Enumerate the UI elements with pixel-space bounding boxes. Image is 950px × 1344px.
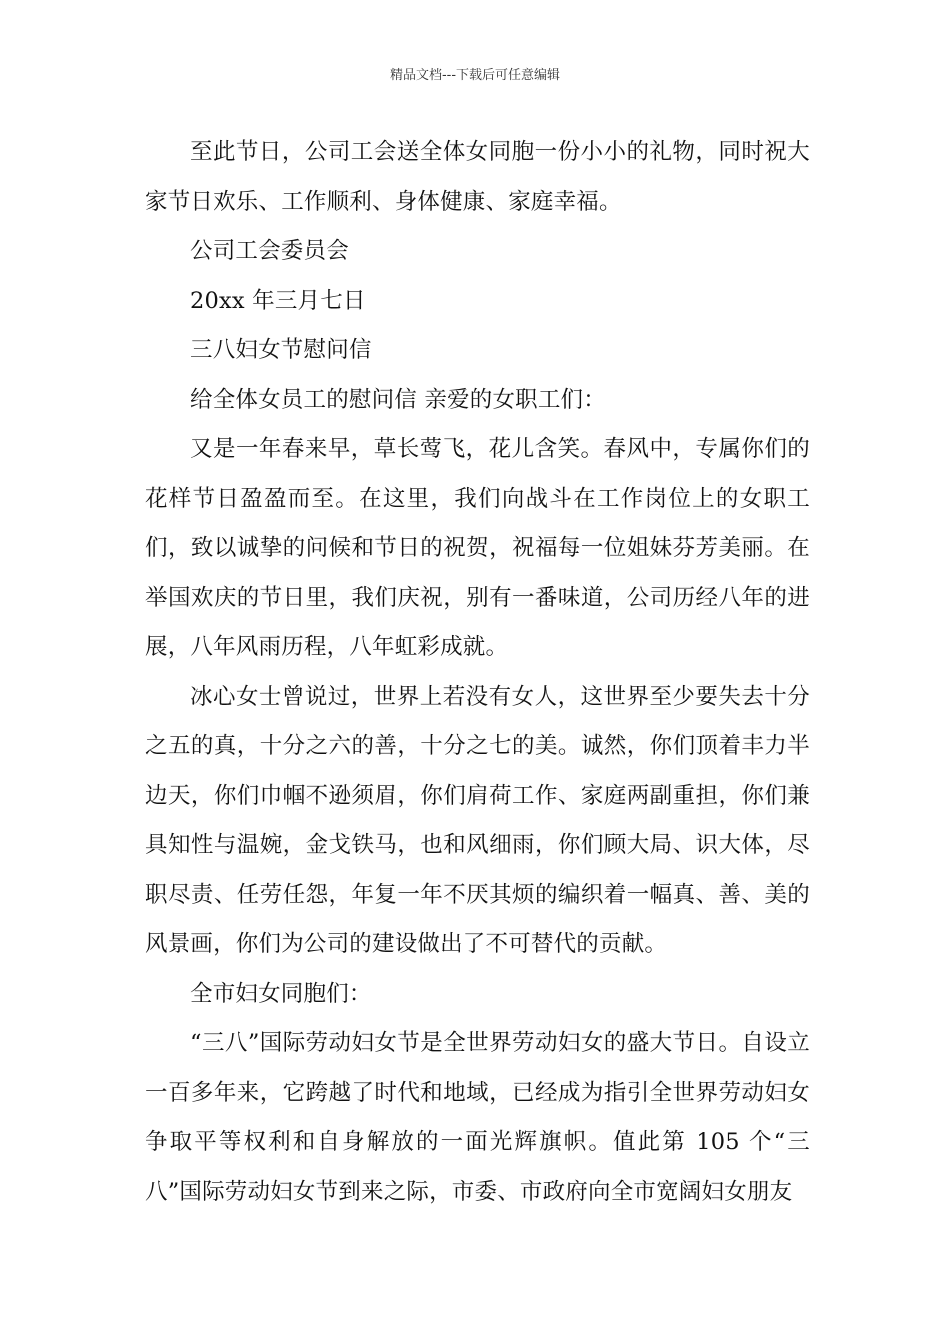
letter-title: 三八妇女节慰问信 bbox=[190, 337, 372, 363]
document-body bbox=[145, 128, 810, 1217]
signature-date: 20xx 年三月七日 bbox=[190, 287, 366, 314]
second-salutation: 全市妇女同胞们： bbox=[190, 980, 372, 1007]
paragraph-spring: 又是一年春来早，草长莺飞，花儿含笑。春风中，专属你们的花样节日盈盈而至。在这里，我们向战斗在工作岗位上的女职工们，致以诚挚的问候和节日的祝贺，祝福每一位姐妹芬芳美丽。在举国欢庆的节日里，我们庆祝，别有一番味道，公司历经八年的进展，八年风雨历程，八年虹彩成就。 bbox=[145, 436, 810, 660]
paragraph-bingxin: 冰心女士曾说过，世界上若没有女人，这世界至少要失去十分之五的真，十分之六的善，十分之七的美。诚然，你们顶着丰力半边天，你们巾帼不逊须眉，你们肩荷工作、家庭两副重担，你们兼具知性与温婉，金戈铁马，也和风细雨，你们顾大局、识大体，尽职尽责、任劳任怨，年复一年不厌其烦的编织着一幅真、善、美的风景画，你们为公司的建设做出了不可替代的贡献。 bbox=[145, 683, 810, 957]
paragraph-womens-day: “三八”国际劳动妇女节是全世界劳动妇女的盛大节日。自设立一百多年来，它跨越了时代和地域，已经成为指引全世界劳动妇女争取平等权利和自身解放的一面光辉旗帜。值此第 105 个“三八”国际劳动妇女节到来之际，市委、市政府向全市宽阔妇女朋友 bbox=[145, 1030, 810, 1205]
paragraph-greeting: 至此节日，公司工会送全体女同胞一份小小的礼物，同时祝大家节日欢乐、工作顺利、身体健康、家庭幸福。 bbox=[145, 139, 810, 215]
signature-organization: 公司工会委员会 bbox=[190, 238, 349, 264]
page-header: 精品文档---下载后可任意编辑 bbox=[389, 68, 561, 83]
letter-salutation: 给全体女员工的慰问信 亲爱的女职工们： bbox=[190, 386, 606, 413]
